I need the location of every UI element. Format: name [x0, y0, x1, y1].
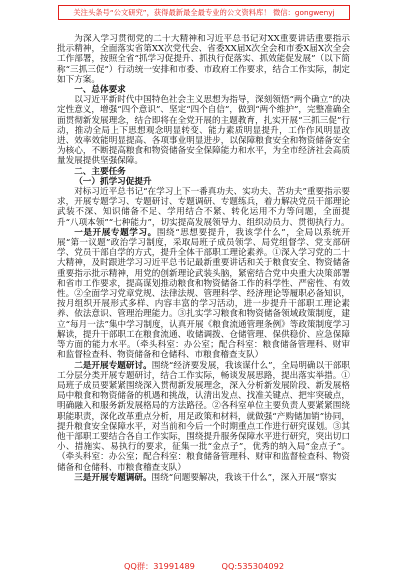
task-item-lead: 一是开展专题学习。: [74, 227, 157, 238]
task-item-lead: 二是开展专题研讨。: [74, 360, 152, 371]
task-item-body: 围绕“经济要发展，我该谋什么”，全局明确以干部职工分层分类开展专题研讨，结合工作实际，畅谈发展思路，提出落实举措。①局班子成员要紧紧围绕深入贯彻新发展理念，深入分析新发展阶段、新发展格局中粮食和物资储备的机遇和挑战，认清出发点、找准关键点、把牢突破点，明确融入和服务新发展格局的方法路径。②各科室单位主要负责人要紧紧围绕职能职责，深化改革重点分析，用足政策和材料，就做强“产购储加销”协同，提升粮食安全保障水平，对当前和今后一个时期重点工作进行研究谋划。③其他干部职工要结合各自工作实际，围绕提升服务保障水平进行研究，突出切口小、措施实、易执行的要求，征集一批“金点子”，优秀的纳入局“金点子”。（牵头科室：办公室；配合科室：粮食储备管理科、财审和监督检查科、物资储备和仓储科、市粮食稽查支队）: [57, 360, 350, 473]
general-requirements-paragraph: 以习近平新时代中国特色社会主义思想为指导，深刻领悟“两个确立”的决定性意义，增强“四个意识”、坚定“四个自信”，做到“两个维护”，完整准确全面贯彻新发展理念，结合即将在全党开展的主题教育，扎实开展“三抓三促”行动，推动全局上下思想观念明显转变、能力素质明显提升，工作作风明显改进、效率效能明显提高、各项事业明显进步，以保障粮食安全和物资储备安全为核心，不断提高粮食和物资储备安全保障能力和水平，为全市经济社会高质量发展提供坚强保障。: [57, 95, 350, 167]
section-heading-general-requirements: 一、总体要求: [74, 85, 126, 96]
task-item-research: [57, 473, 350, 483]
task-item-body: 围绕“问题要解决，我该干什么”，深入开展“察实: [151, 472, 337, 483]
subsection-intro-paragraph: 对标习近平总书记“在学习上下一番真功夫、实功夫、苦功夫”重要指示要求，开展专题学习、专题研讨、专题调研、专题练兵，着力解决党员干部理论武装不深、知识储备不足、学用结合不紧、转化运用不力等问题，全面提升“八项本领”“七种能力”，切实提高发展领导力、组织动员力、贯彻执行力。: [57, 187, 350, 228]
qq-group-number: QQ群：31991489: [123, 561, 195, 571]
promo-banner: [58, 5, 350, 20]
qq-number: QQ:535304092: [221, 561, 285, 571]
task-item-lead: 三是开展专题调研。: [74, 472, 152, 483]
subsection-heading-study: （一）抓学习促提升: [74, 176, 152, 187]
contact-footer: [0, 560, 408, 572]
promo-banner-text: 关注头条号“公文研究”，获得最新最全最专业的公文资料库！ 微信：gongwenyj: [73, 8, 335, 17]
task-item-discussion: [57, 361, 350, 473]
task-item-study: [57, 228, 350, 361]
document-body: [57, 34, 350, 556]
section-heading-main-tasks: 二、主要任务: [74, 166, 126, 177]
intro-paragraph: 为深入学习贯彻党的二十大精神和习近平总书记对XX重要讲话重要指示批示精神，全面落实省第XX次党代会、省委XX届X次全会和市委X届X次全会工作部署，按照全省“抓学习促提升、抓执行促落实、抓效能促发展”（以下简称“三抓三促”）行动统一安排和市委、市政府工作要求，结合工作实际，制定如下方案。: [57, 34, 350, 85]
task-item-body: 围绕“思想要提升，我该学什么”，全局以系统开展“第一议题”政治学习制度，采取局班子成员领学、局党组督学、党支部研学、党员干部自学的方式，提升全体干部职工理论素养。①深入学习党的二十大精神，及时跟进学习习近平总书记最新重要讲话和关于粮食安全、物资储备重要指示批示精神，用党的创新理论武装头脑，紧密结合党中央重大决策部署和省市工作要求，提高谋划推动粮食和物资储备工作的科学性、严密性、有效性。②全面学习党章党规、法律法规、管理科学、经济理论等履职必备知识，按月组织开展形式多样、内容丰富的学习活动，进一步提升干部职工理论素养、依法意识、管理治理能力。③扎实学习粮食和物资储备领域政策制度，建立“每月一法”集中学习制度，认真开展《粮食流通管理条例》等政策制度学习解读，提升干部职工在粮食流通、收储调拨、仓储管理、保供稳价、应急保障等方面的能力水平。（牵头科室：办公室；配合科室：粮食储备管理科、财审和监督检查科、物资储备和仓储科、市粮食稽查支队）: [57, 227, 350, 361]
